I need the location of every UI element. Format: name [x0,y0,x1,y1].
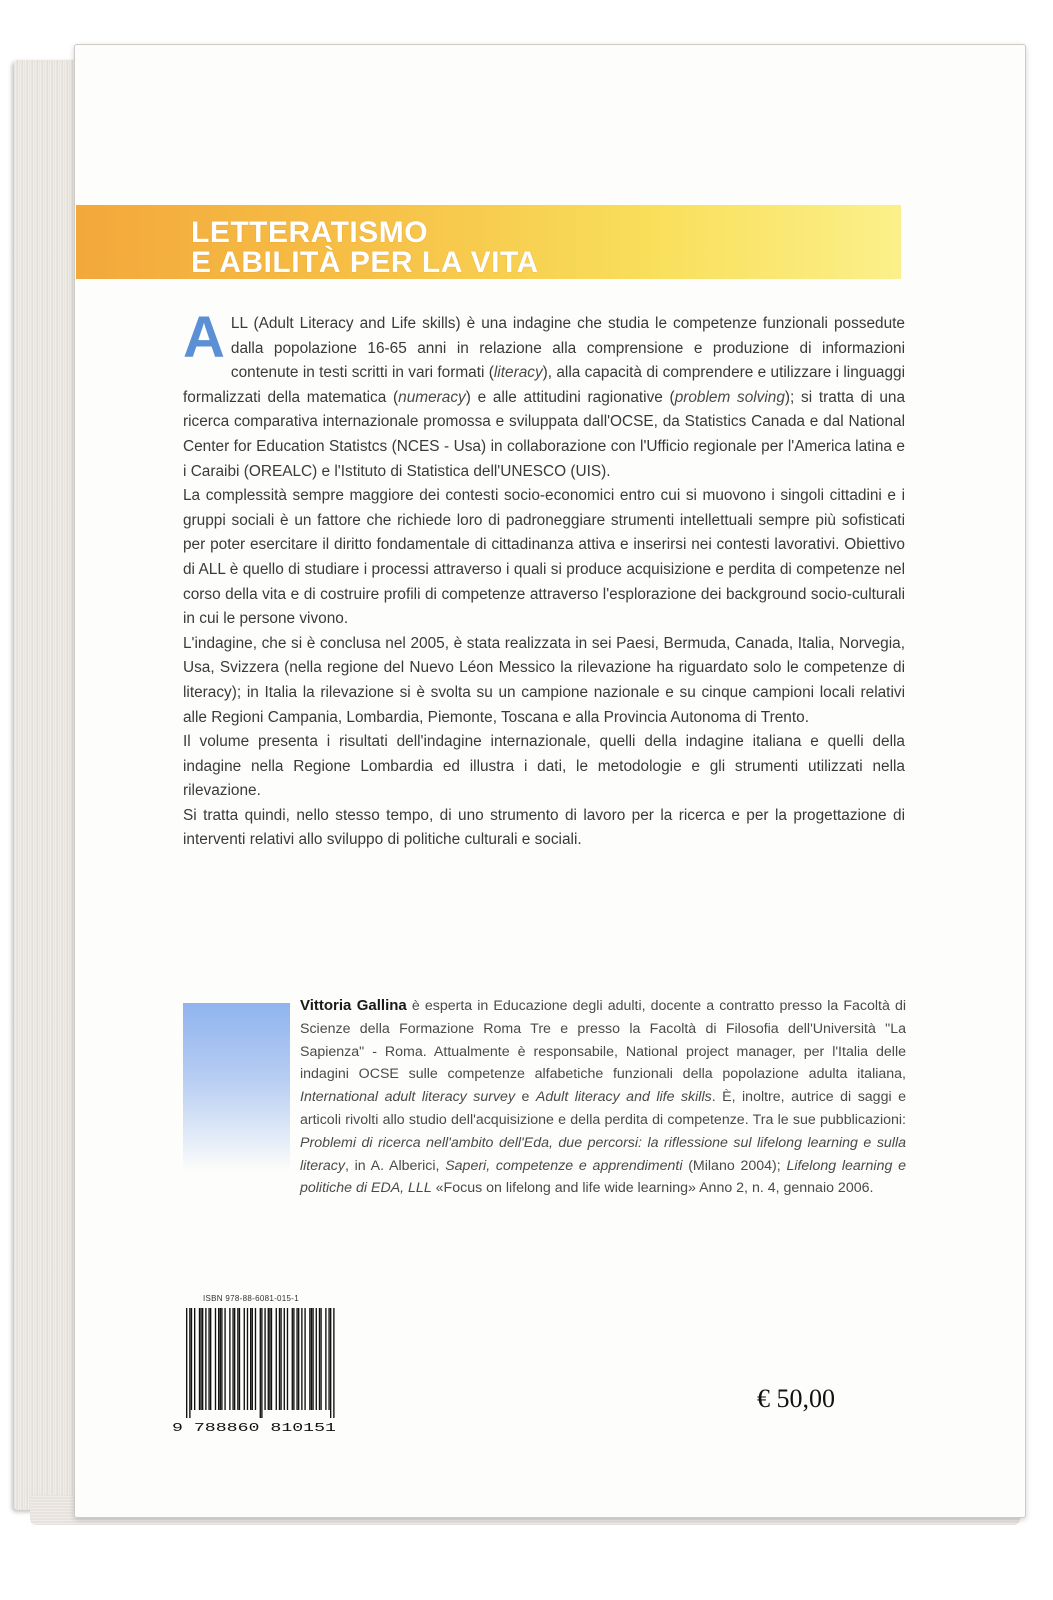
barcode-bar [191,1308,192,1410]
barcode-bar [186,1308,187,1418]
barcode-bar [250,1308,251,1410]
barcode-bar [268,1308,269,1410]
barcode-bar [284,1308,285,1410]
barcode-bar [287,1308,288,1410]
barcode-bar [247,1308,248,1410]
synopsis-paragraph-1: ALL (Adult Literacy and Life skills) è una indagine che studia le competenze funzionali possedute dalla popolazione 16-65 anni in relazione alla comprensione e produzione di informazioni contenute in testi scritti in vari formati (literacy), alla capacità di comprendere e utilizzare i linguaggi formalizzati della matematica (numeracy) e alle attitudini ragionative (problem solving); si tratta di una ricerca comparativa internazionale promossa e sviluppata dall'OCSE, da Statistics Canada e dal National Center for Education Statistcs (NCES - Usa) in collaborazione con l'Ufficio regionale per l'America latina e i Caraibi (OREALC) e l'Istituto di Statistica dell'UNESCO (UIS). [183,305,906,480]
barcode-bar [232,1308,233,1410]
barcode-bar [202,1308,203,1410]
barcode-bar [210,1308,211,1410]
barcode-bar [215,1308,216,1410]
barcode-bar [276,1308,277,1410]
barcode-bar [328,1308,329,1410]
barcode-bar [316,1308,317,1410]
isbn-label: ISBN 978-88-6081-015-1 [203,1294,299,1303]
synopsis-paragraph-3: L'indagine, che si è conclusa nel 2005, è stata realizzata in sei Paesi, Bermuda, Canada, Italia, Norvegia, Usa, Svizzera (nella regione del Nuevo Léon Messico la rilevazione ha riguardato solo le competenze di literacy); in Italia la rilevazione si è svolta su un campione nazionale e su cinque campioni locali relativi alle Regioni Campania, Lombardia, Piemonte, Toscana e alla Provincia Autonoma di Trento. [183,634,905,726]
barcode-bar [194,1308,195,1410]
author-bio: Vittoria Gallina è esperta in Educazione degli adulti, docente a contratto presso la Facoltà di Scienze della Formazione Roma Tre e presso la Facoltà di Filosofia dell'Università "La Sapienza" - Roma. Attualmente è responsabile, National project manager, per l'Italia delle indagini OCSE sulle competenze alfabetiche funzionali della popolazione adulta italiana, International adult literacy survey e Adult literacy and life skills. È, inoltre, autrice di saggi e articoli rivolti allo studio dell'acquisizione e della perdita di competenze. Tra le sue pubblicazioni: Problemi di ricerca nell'ambito dell'Eda, due percorsi: la riflessione sul lifelong learning e sulla literacy, in A. Alberici, Saperi, competenze e apprendimenti (Milano 2004); Lifelong learning e politiche di EDA, LLL «Focus on lifelong and life wide learning» Anno 2, n. 4, gennaio 2006. [300,997,906,1197]
title-line-2: E ABILITÀ PER LA VITA [191,246,539,279]
barcode-bar [261,1308,262,1418]
barcode-bar [301,1308,302,1410]
barcode-bar [224,1308,225,1410]
barcode-bar [292,1308,293,1410]
barcode-bar [244,1308,245,1410]
barcode-bar [255,1308,256,1410]
synopsis-paragraph-2: La complessità sempre maggiore dei contesti socio-economici entro cui si muovono i singoli cittadini e i gruppi sociali è un fattore che richiede loro di padroneggiare strumenti intellettuali sempre più sofisticati per poter esercitare il diritto fondamentale di cittadinanza attiva e inserirsi nei contesti lavorativi. Obiettivo di ALL è quello di studiare i processi attraverso i quali si produce acquisizione e perdita di competenze nel corso della vita e di costruire profili di competenze attraverso l'esplorazione dei background socio-culturali in cui le persone vivono. [183,487,905,628]
barcode-bar [330,1308,331,1418]
barcode-bar [333,1308,334,1418]
barcode-bar [293,1308,294,1410]
barcode-bar [264,1308,265,1410]
barcode-bar [311,1308,312,1410]
barcode-bar [298,1308,299,1410]
barcode-bar [312,1308,313,1410]
barcode-bar [325,1308,326,1410]
barcode-bar [229,1308,230,1410]
barcode-bar [208,1308,209,1410]
drop-cap: A [183,305,225,370]
barcode-bar [218,1308,219,1410]
barcode-bar [260,1308,261,1418]
synopsis [183,305,906,853]
barcode [170,1304,340,1434]
barcode-bar [252,1308,253,1410]
barcode-bar [199,1308,200,1410]
barcode-bar [237,1308,238,1410]
author-gradient-block [183,1003,290,1171]
title-band [76,205,901,279]
title-line-1: LETTERATISMO [191,216,429,249]
barcode-bar [319,1308,320,1410]
barcode-bar [280,1308,281,1410]
barcode-bar [234,1308,235,1410]
barcode-bar [205,1308,206,1410]
price: € 50,00 [757,1384,835,1413]
barcode-bar [271,1308,272,1410]
synopsis-paragraph-4: Il volume presenta i risultati dell'indagine internazionale, quelli della indagine italiana e quelli della indagine nella Regione Lombardia ed illustra i dati, le metodologie e gli strumenti utilizzati nella rilevazione. [183,733,905,800]
barcode-bar [309,1308,310,1410]
barcode-bar [304,1308,305,1410]
barcode-bar [221,1308,222,1410]
barcode-bar [279,1308,280,1410]
barcode-bar [189,1308,190,1418]
barcode-bar [320,1308,321,1410]
barcode-bar [239,1308,240,1410]
barcode-bar [200,1308,201,1410]
synopsis-paragraph-5: Si tratta quindi, nello stesso tempo, di uno strumento di lavoro per la ricerca e per la progettazione di interventi relativi allo sviluppo di politiche culturali e sociali. [183,806,905,849]
barcode-bar [296,1308,297,1410]
barcode-bar [269,1308,270,1410]
author-name: Vittoria Gallina [300,997,407,1014]
barcode-digits: 9 788860 810151 [172,1421,336,1434]
barcode-bar [220,1308,221,1410]
